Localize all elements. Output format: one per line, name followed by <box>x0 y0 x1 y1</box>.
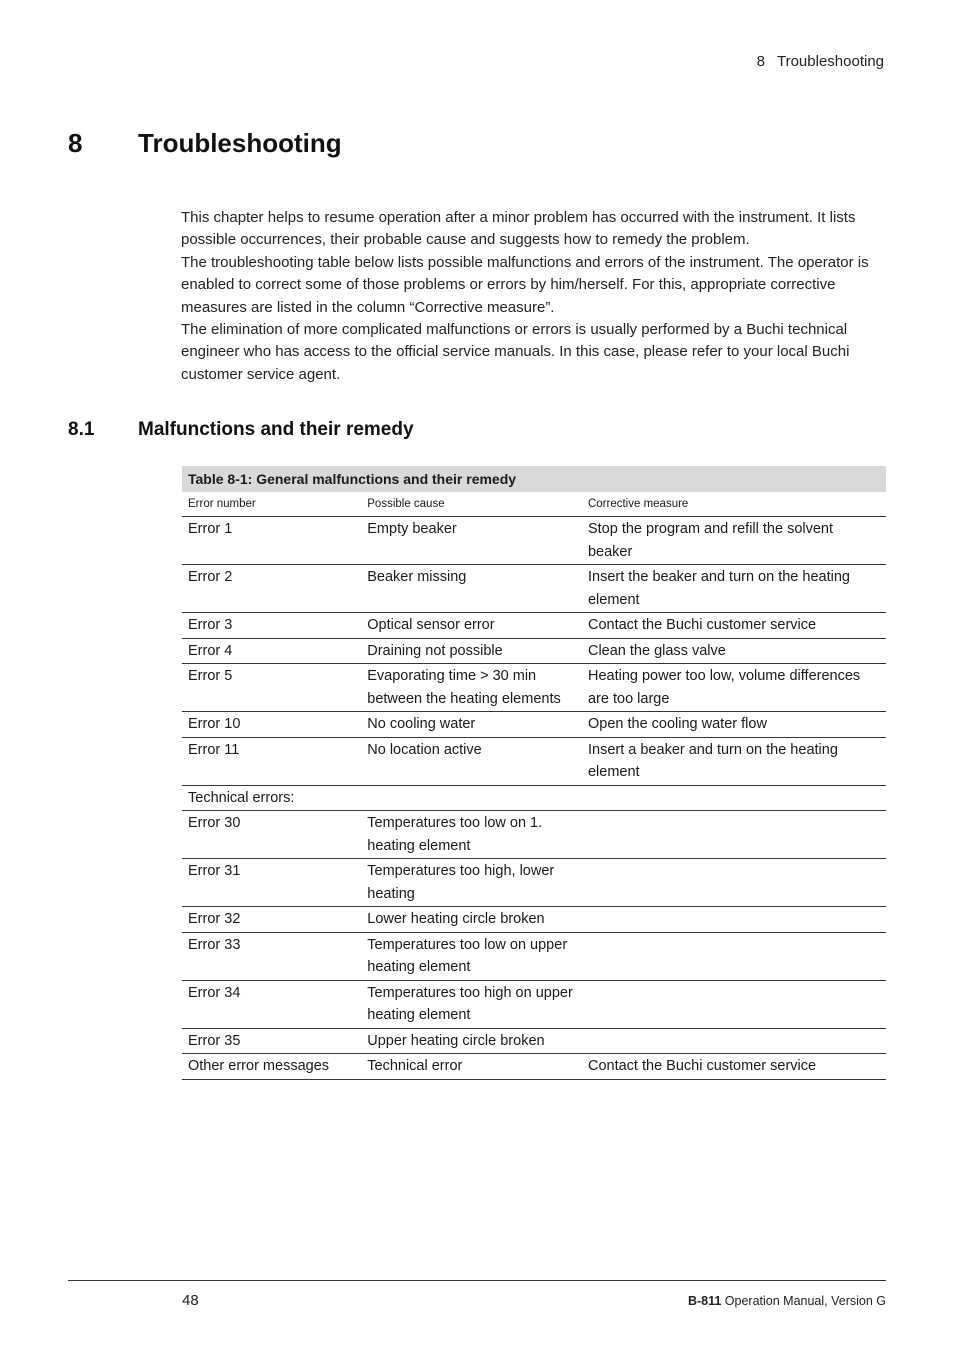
document-id <box>688 1294 886 1308</box>
chapter-number: 8 <box>68 128 83 158</box>
doc-title: Operation Manual, Version G <box>724 1294 886 1308</box>
cell-error-number: Error 30 <box>182 811 361 859</box>
cell-possible-cause: Lower heating circle broken <box>361 907 582 933</box>
cell-corrective-measure: Contact the Buchi customer service <box>582 1054 886 1080</box>
cell-error-number: Error 33 <box>182 932 361 980</box>
header-possible-cause: Possible cause <box>361 492 582 517</box>
intro-paragraph: The elimination of more complicated malfunctions or errors is usually performed by a Buchi technical engineer who has access to the official service manuals. In this case, please refer to your local Buchi customer service agent. <box>181 321 850 383</box>
table-row <box>182 932 886 980</box>
table-body <box>182 517 886 1080</box>
cell-error-number: Error 31 <box>182 859 361 907</box>
cell-possible-cause: Temperatures too low on upper heating element <box>361 932 582 980</box>
cell-corrective-measure: Insert a beaker and turn on the heating element <box>582 737 886 785</box>
intro-paragraph: This chapter helps to resume operation after a minor problem has occurred with the instrument. It lists possible occurrences, their probable cause and suggests how to remedy the problem. <box>181 209 856 249</box>
table-row <box>182 638 886 664</box>
table-row <box>182 907 886 933</box>
cell-error-number: Error 2 <box>182 565 361 613</box>
table-caption: Table 8-1: General malfunctions and their remedy <box>182 466 886 492</box>
cell-error-number: Error 35 <box>182 1028 361 1054</box>
cell-possible-cause: Temperatures too high, lower heating <box>361 859 582 907</box>
table-header-row <box>182 492 886 517</box>
malfunctions-table <box>182 466 886 1080</box>
table-row <box>182 664 886 712</box>
cell-error-number: Error 3 <box>182 613 361 639</box>
cell-possible-cause: Temperatures too high on upper heating element <box>361 980 582 1028</box>
cell-error-number: Error 10 <box>182 712 361 738</box>
footer-divider <box>68 1280 886 1281</box>
cell-corrective-measure: Insert the beaker and turn on the heating element <box>582 565 886 613</box>
cell-possible-cause: Draining not possible <box>361 638 582 664</box>
cell-possible-cause: No cooling water <box>361 712 582 738</box>
table-row <box>182 712 886 738</box>
cell-possible-cause: Beaker missing <box>361 565 582 613</box>
table-row <box>182 517 886 565</box>
chapter-heading <box>68 128 342 159</box>
chapter-title: Troubleshooting <box>138 128 342 158</box>
table-caption-row <box>182 466 886 492</box>
table-row <box>182 1028 886 1054</box>
section-number: 8.1 <box>68 419 95 440</box>
intro-text <box>181 207 887 386</box>
cell-corrective-measure <box>582 1028 886 1054</box>
product-name: B-811 <box>687 1294 722 1308</box>
table-row <box>182 737 886 785</box>
cell-corrective-measure <box>582 907 886 933</box>
cell-corrective-measure: Contact the Buchi customer service <box>582 613 886 639</box>
cell-error-number: Error 5 <box>182 664 361 712</box>
running-header-chapter-num: 8 <box>756 53 765 70</box>
cell-corrective-measure <box>582 980 886 1028</box>
table-row <box>182 811 886 859</box>
cell-possible-cause: Technical error <box>361 1054 582 1080</box>
cell-error-number: Error 4 <box>182 638 361 664</box>
section-title: Malfunctions and their remedy <box>138 419 414 440</box>
cell-corrective-measure <box>582 859 886 907</box>
table-row <box>182 785 886 811</box>
table-row <box>182 859 886 907</box>
cell-corrective-measure: Clean the glass valve <box>582 638 886 664</box>
cell-corrective-measure <box>582 811 886 859</box>
table-row <box>182 565 886 613</box>
cell-error-number: Error 34 <box>182 980 361 1028</box>
section-heading <box>68 419 414 441</box>
table-row <box>182 613 886 639</box>
cell-corrective-measure: Stop the program and refill the solvent beaker <box>582 517 886 565</box>
running-header-chapter-title: Troubleshooting <box>776 53 884 70</box>
cell-corrective-measure <box>582 932 886 980</box>
cell-error-number: Error 32 <box>182 907 361 933</box>
page-number: 48 <box>182 1292 199 1309</box>
cell-possible-cause: Temperatures too low on 1. heating element <box>361 811 582 859</box>
table-row <box>182 980 886 1028</box>
cell-error-number: Other error messages <box>182 1054 361 1080</box>
table-row <box>182 1054 886 1080</box>
cell-error-number: Error 1 <box>182 517 361 565</box>
cell-corrective-measure <box>582 785 886 811</box>
running-header <box>757 53 884 70</box>
cell-possible-cause: Optical sensor error <box>361 613 582 639</box>
cell-possible-cause: No location active <box>361 737 582 785</box>
cell-error-number: Technical errors: <box>182 785 361 811</box>
cell-possible-cause: Evaporating time > 30 min between the heating elements <box>361 664 582 712</box>
header-error-number: Error number <box>182 492 361 517</box>
cell-error-number: Error 11 <box>182 737 361 785</box>
intro-paragraph: The troubleshooting table below lists possible malfunctions and errors of the instrument. The operator is enabled to correct some of those problems or errors by him/herself. For this, appropriate corrective measures are listed in the column “Corrective measure”. <box>181 253 869 316</box>
cell-possible-cause: Upper heating circle broken <box>361 1028 582 1054</box>
cell-possible-cause: Empty beaker <box>361 517 582 565</box>
cell-corrective-measure: Heating power too low, volume differences are too large <box>582 664 886 712</box>
header-corrective-measure: Corrective measure <box>582 492 886 517</box>
cell-corrective-measure: Open the cooling water flow <box>582 712 886 738</box>
cell-possible-cause <box>361 785 582 811</box>
